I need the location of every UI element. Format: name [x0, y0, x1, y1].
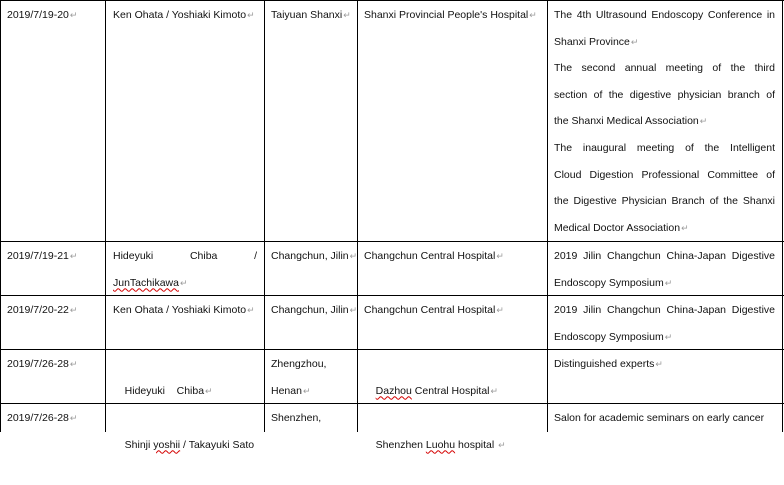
hospital-text: Luohu	[425, 438, 456, 451]
event-line: 2019 Jilin Changchun China-Japan Digestive	[554, 250, 775, 262]
hospital-text: Changchun Central Hospital	[364, 304, 496, 316]
event-line: section of the digestive physician branch of	[554, 88, 775, 101]
paragraph-mark: ↵	[179, 277, 188, 288]
event-cell	[554, 2, 775, 241]
paragraph-mark: ↵	[529, 10, 537, 20]
event-line: Endoscopy Symposium↵	[554, 276, 673, 289]
paragraph-mark: ↵	[247, 305, 255, 315]
person-text: Ken Ohata / Yoshiaki Kimoto	[113, 9, 247, 21]
city-cell	[271, 243, 357, 270]
event-line: The inaugural meeting of the Intelligent	[554, 141, 775, 154]
paragraph-mark: ↵	[655, 359, 663, 369]
hospital-cell	[364, 243, 504, 270]
paragraph-mark: ↵	[681, 222, 689, 233]
person-text: Hideyuki	[113, 250, 154, 262]
paragraph-mark: ↵	[349, 305, 358, 315]
city-cell	[271, 297, 357, 324]
city-cell	[271, 351, 326, 404]
event-line: Shanxi Province↵	[554, 35, 639, 48]
person-line	[113, 270, 257, 297]
paragraph-mark: ↵	[496, 251, 504, 261]
paragraph-mark: ↵	[630, 36, 639, 47]
date-text: 2019/7/20-22	[7, 304, 69, 316]
paragraph-mark: ↵	[69, 359, 78, 369]
date-cell	[7, 351, 77, 378]
paragraph-mark: ↵	[496, 305, 504, 315]
hospital-text: Shanxi Provincial People's Hospital	[364, 9, 529, 21]
date-text: 2019/7/26-28	[7, 358, 69, 370]
city-text: Changchun, Jilin	[271, 250, 349, 262]
event-line: the Shanxi Medical Association↵	[554, 115, 708, 128]
date-cell	[7, 243, 77, 270]
event-line: Salon for academic seminars on early cancer	[554, 412, 765, 424]
date-text: 2019/7/26-28	[7, 412, 69, 424]
event-line: Distinguished experts	[554, 358, 655, 370]
person-text: JunTachikawa	[113, 276, 179, 289]
person-text: Shinji	[124, 438, 154, 451]
date-text: 2019/7/19-20	[7, 9, 69, 21]
city-text: Changchun, Jilin	[271, 304, 349, 316]
event-cell	[554, 297, 775, 350]
city-text: Shenzhen,	[271, 412, 322, 424]
event-cell	[554, 351, 663, 378]
person-cell	[113, 297, 255, 324]
person-cell	[113, 243, 257, 296]
date-cell	[7, 297, 77, 324]
event-line: 2019 Jilin Changchun China-Japan Digestive	[554, 304, 775, 316]
paragraph-mark: ↵	[664, 277, 673, 288]
person-text: / Takayuki Sato	[180, 438, 255, 451]
event-line: Endoscopy Symposium↵	[554, 330, 673, 343]
date-text: 2019/7/19-21	[7, 250, 69, 262]
paragraph-mark: ↵	[664, 331, 673, 342]
hospital-text: Changchun Central Hospital	[364, 250, 496, 262]
person-cell	[113, 405, 254, 485]
paragraph-mark: ↵	[69, 10, 78, 20]
event-cell	[554, 405, 764, 432]
hospital-text: Central Hospital	[411, 384, 490, 397]
paragraph-mark: ↵	[69, 251, 78, 261]
event-line: Medical Doctor Association↵	[554, 221, 689, 234]
paragraph-mark: ↵	[69, 305, 78, 315]
hospital-text: Shenzhen	[375, 438, 426, 451]
hospital-cell	[364, 405, 506, 485]
date-cell	[7, 2, 77, 29]
paragraph-mark: ↵	[205, 385, 213, 396]
person-text: Ken Ohata / Yoshiaki Kimoto	[113, 304, 247, 316]
city-text: Zhengzhou,	[271, 358, 327, 370]
event-line: Cloud Digestion Professional Committee of	[554, 168, 775, 181]
paragraph-mark: ↵	[498, 439, 506, 450]
city-cell	[271, 2, 351, 29]
hospital-text: Dazhou	[375, 384, 412, 397]
event-line: The second annual meeting of the third	[554, 62, 775, 75]
paragraph-mark: ↵	[349, 251, 358, 261]
person-text: Hideyuki Chiba	[124, 384, 205, 397]
paragraph-mark: ↵	[247, 10, 255, 20]
paragraph-mark: ↵	[302, 385, 311, 396]
city-text: Taiyuan Shanxi	[271, 9, 343, 21]
hospital-text: hospital	[455, 438, 498, 451]
city-line	[271, 378, 326, 405]
hospital-cell	[364, 2, 537, 29]
paragraph-mark: ↵	[343, 10, 351, 20]
person-text: yoshii	[153, 438, 181, 451]
event-line: The 4th Ultrasound Endoscopy Conference in	[554, 9, 775, 21]
person-text: /	[254, 250, 257, 262]
event-cell	[554, 243, 775, 296]
paragraph-mark: ↵	[699, 116, 708, 127]
paragraph-mark: ↵	[69, 413, 78, 423]
person-cell	[113, 2, 255, 29]
city-cell	[271, 405, 321, 432]
hospital-cell	[364, 297, 504, 324]
person-line	[113, 243, 257, 270]
city-text: Henan	[271, 384, 302, 397]
event-line: the Digestive Physician Branch of the Shanxi	[554, 195, 775, 208]
paragraph-mark: ↵	[490, 385, 499, 396]
date-cell	[7, 405, 77, 432]
person-text: Chiba	[189, 250, 218, 262]
